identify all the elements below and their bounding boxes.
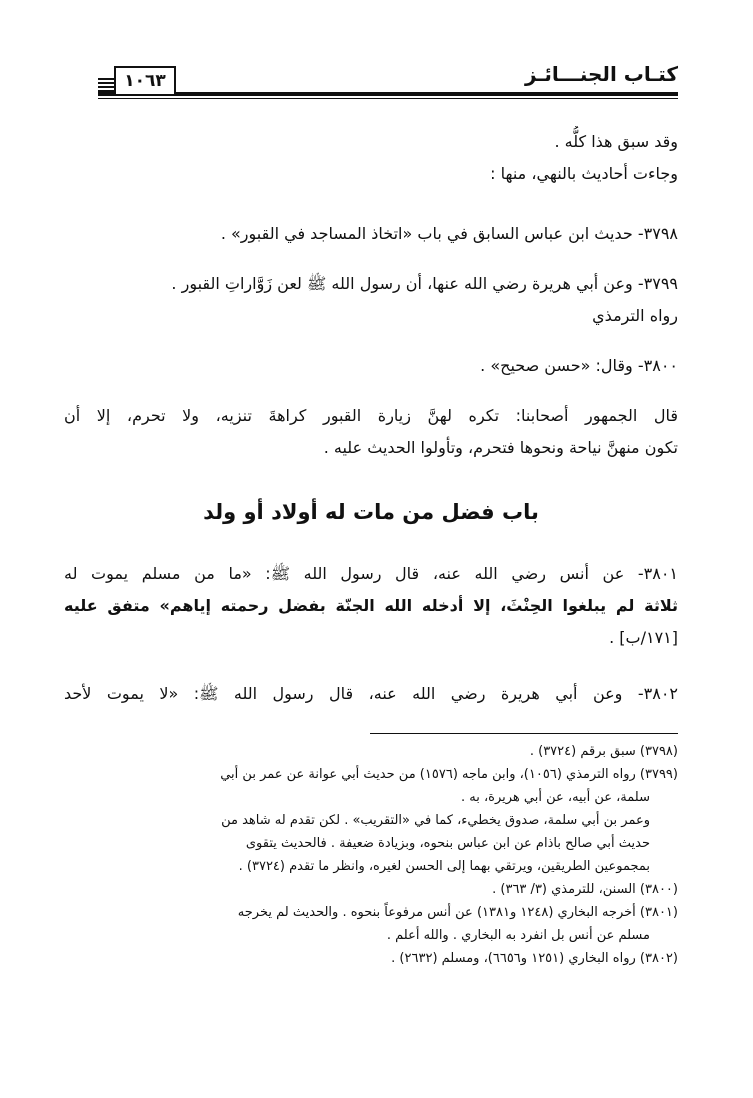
paragraph-line: وجاءت أحاديث بالنهي، منها : xyxy=(490,164,678,183)
footnote-line: (٣٨٠٢) رواه البخاري (١٢٥١ و٦٦٥٦)، ومسلم (٢٦٣٢) . xyxy=(391,951,678,966)
footnote-line: مسلم عن أنس بل انفرد به البخاري . والله أعلم . xyxy=(386,928,650,943)
footnote-separator xyxy=(370,733,678,734)
paragraph-line: رواه الترمذي xyxy=(592,306,678,325)
paragraph-line: ٣٨٠٠- وقال: «حسن صحيح» . xyxy=(480,356,678,375)
hadith-3800 xyxy=(64,350,678,382)
footnotes xyxy=(64,740,678,970)
running-header xyxy=(98,62,678,102)
hadith-3801 xyxy=(64,558,678,654)
section-heading: باب فضل من مات له أولاد أو ولد xyxy=(203,500,539,524)
main-text xyxy=(64,126,678,190)
paragraph-line: ٣٧٩٩- وعن أبي هريرة رضي الله عنها، أن رسول الله ﷺ لعن زَوَّاراتِ القبور . xyxy=(171,274,678,293)
page-number: ١٠٦٣ xyxy=(114,66,176,96)
paragraph-line: قال الجمهور أصحابنا: تكره لهنَّ زيارة القبور كراهةَ تنزيه، ولا تحرم، إلا أن xyxy=(64,406,678,425)
footnote-line: (٣٧٩٩) رواه الترمذي (١٠٥٦)، وابن ماجه (١٥٧٦) من حديث أبي عوانة عن عمر بن أبي xyxy=(220,767,678,782)
header-rule-thin xyxy=(98,98,678,99)
paragraph-line: تكون منهنَّ نياحة ونحوها فتحرم، وتأولوا الحديث عليه . xyxy=(323,438,678,457)
footnote-line: بمجموعين الطريقين، ويرتقي بهما إلى الحسن لغيره، وانظر ما تقدم (٣٧٢٤) . xyxy=(238,859,650,874)
hadith-3802 xyxy=(64,678,678,710)
paragraph-line: ٣٧٩٨- حديث ابن عباس السابق في باب «اتخاذ المساجد في القبور» . xyxy=(220,224,678,243)
paragraph-line: ثلاثة لم يبلغوا الحِنْثَ، إلا أدخله الله الجنّة بفضل رحمته إياهم» متفق عليه xyxy=(64,596,678,615)
footnote-line: (٣٨٠١) أخرجه البخاري (١٢٤٨ و١٣٨١) عن أنس مرفوعاً بنحوه . والحديث لم يخرجه xyxy=(237,905,678,920)
hadith-3799 xyxy=(64,268,678,332)
paragraph-line: ٣٨٠١- عن أنس رضي الله عنه، قال رسول الله ﷺ: «ما من مسلم يموت له xyxy=(64,564,678,583)
paragraph-line: ٣٨٠٢- وعن أبي هريرة رضي الله عنه، قال رسول الله ﷺ: «لا يموت لأحد xyxy=(64,684,678,703)
book-title: كتـاب الجنـــائـز xyxy=(525,62,678,86)
footnote-line: (٣٨٠٠) السنن، للترمذي (٣/ ٣٦٣) . xyxy=(492,882,678,897)
header-rule-thick xyxy=(98,92,678,96)
footnote-line: حديث أبي صالح باذام عن ابن عباس بنحوه، وبزيادة ضعيفة . فالحديث يتقوى xyxy=(245,836,650,851)
footnote-line: (٣٧٩٨) سبق برقم (٣٧٢٤) . xyxy=(529,744,678,759)
jumhur-paragraph xyxy=(64,400,678,464)
header-stripes xyxy=(98,76,114,92)
paragraph-line: وقد سبق هذا كلُّه . xyxy=(554,132,678,151)
paragraph-line: [١٧١/ب] . xyxy=(609,628,678,647)
footnote-line: سلمة، عن أبيه، عن أبي هريرة، به . xyxy=(460,790,650,805)
footnote-line: وعمر بن أبي سلمة، صدوق يخطيء، كما في «التقريب» . لكن تقدم له شاهد من xyxy=(221,813,650,828)
hadith-3798 xyxy=(64,218,678,250)
